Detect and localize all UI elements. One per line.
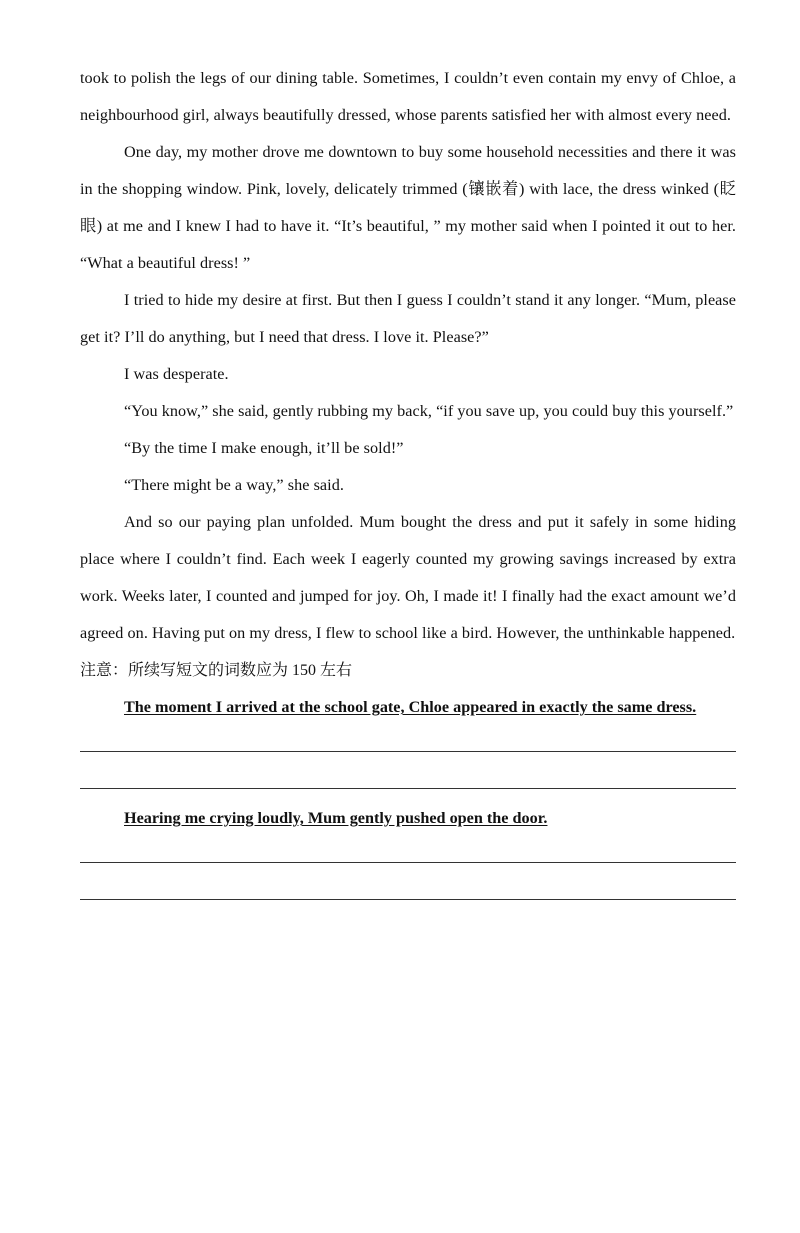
- continuation-prompt-1: The moment I arrived at the school gate, Chloe appeared in exactly the same dress.: [124, 698, 697, 716]
- answer-line-4[interactable]: [80, 899, 736, 900]
- word-count-note: 注意：所续写短文的词数应为 150 左右: [80, 662, 353, 679]
- story-paragraph-7: “There might be a way,” she said.: [124, 476, 344, 494]
- story-paragraph-2: One day, my mother drove me downtown to buy some household necessities and there it was in the shopping window. Pink, lovely, delicately trimmed (镶嵌着) with lace, the dress winked (眨眼) at me and I knew I had to have it. “It’s beautiful, ” my mother said when I pointed it out to her. “What a beautiful dress! ”: [80, 143, 736, 272]
- story-paragraph-5: “You know,” she said, gently rubbing my back, “if you save up, you could buy this yourself.”: [124, 402, 734, 420]
- story-paragraph-8: And so our paying plan unfolded. Mum bought the dress and put it safely in some hiding place where I couldn’t find. Each week I eagerly counted my growing savings increased by extra work. Weeks later, I counted and jumped for joy. Oh, I made it! I finally had the exact amount we’d agreed on. Having put on my dress, I flew to school like a bird. However, the unthinkable happened.: [80, 513, 736, 642]
- story-paragraph-1: took to polish the legs of our dining table. Sometimes, I couldn’t even contain my envy of Chloe, a neighbourhood girl, always beautifully dressed, whose parents satisfied her with almost every need.: [80, 69, 736, 124]
- document-page: [80, 60, 736, 900]
- continuation-prompt-2: Hearing me crying loudly, Mum gently pushed open the door.: [124, 809, 548, 827]
- story-paragraph-3: I tried to hide my desire at first. But then I guess I couldn’t stand it any longer. “Mum, please get it? I’ll do anything, but I need that dress. I love it. Please?”: [80, 291, 736, 346]
- story-paragraph-6: “By the time I make enough, it’ll be sold!”: [124, 439, 404, 457]
- story-paragraph-4: I was desperate.: [124, 365, 229, 383]
